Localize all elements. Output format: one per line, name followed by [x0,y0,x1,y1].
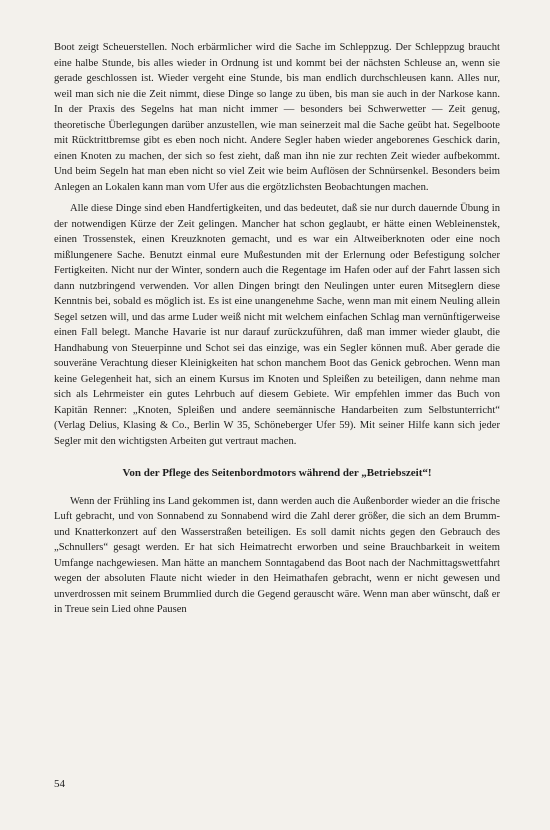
paragraph-1: Boot zeigt Scheuerstellen. Noch erbärmlicher wird die Sache im Schleppzug. Der Schleppzug braucht eine halbe Stunde, bis alles wieder in Ordnung ist und kommt bei der nächsten Schleuse an, wenn sie gerade geschlossen ist. Wieder vergeht eine Stunde, bis man endlich durchschleusen kann. Alles nur, weil man sich nie die Zeit nimmt, diese Dinge so lange zu üben, bis man sie auch in der Narkose kann. In der Praxis des Segelns hat man nicht immer — besonders bei Schwerwetter — Zeit genug, theoretische Überlegungen darüber anzustellen, wie man seinerzeit mal die Sache geübt hat. Segelboote mit Rücktrittbremse gibt es eben noch nicht. Andere Segler haben wieder angeborenes Geschick darin, einen Knoten zu machen, der sich so fest zieht, daß man ihn nie zur rechten Zeit wieder aufbekommt. Und beim Segeln hat man eben nicht so viel Zeit wie beim Auflösen der Schnürsenkel. Besonders beim Anlegen an Lokalen kann man vom Ufer aus die ergötzlichsten Beobachtungen machen. [54,42,500,193]
page-number: 54 [54,778,65,790]
paragraph-2: Alle diese Dinge sind eben Handfertigkeiten, und das bedeutet, daß sie nur durch dauernde Übung in der notwendigen Kürze der Zeit gelingen. Mancher hat schon geglaubt, er hätte einen Webleinenstek, einen Trossenstek, einen Kreuzknoten gemacht, und es war ein Altweiberknoten oder eine noch mißlungenere Sache. Benutzt einmal eure Mußestunden mit der Erlernung oder Befestigung solcher Fertigkeiten. Nicht nur der Winter, sondern auch die Regentage im Hafen oder auf der Fahrt lassen sich dann nutzbringend verwenden. Vor allen Dingen bringt den Neulingen unter euren Mitseglern diese Kenntnis bei, sobald es möglich ist. Es ist eine unangenehme Sache, wenn man mit einem Neuling allein Segel setzen will, und das arme Luder weiß nicht mit welchem einfachen Schlag man vernünftigerweise einen Fall belegt. Manche Havarie ist nur darauf zurückzuführen, daß man immer wieder glaubt, die Handhabung von Steuerpinne und Schot sei das einzige, was ein Segler können muß. Aber gerade die souveräne Verachtung dieser Kleinigkeiten hat schon manchem Boot das Genick gebrochen. Wenn man keine Gelegenheit hat, sich an einem Kursus im Knoten und Spleißen zu beteiligen, dann nehme man sich als Lehrmeister ein gutes Lehrbuch auf diesem Gebiete. Wir empfehlen immer das Buch von Kapitän Renner: „Knoten, Spleißen und andere seemännische Handarbeiten zum Selbstunterricht“ (Verlag Delius, Klasing & Co., Berlin W 35, Schöneberger Ufer 59). Mit seiner Hilfe kann sich jeder Segler mit den wichtigsten Arbeiten gut vertraut machen. [54,203,500,447]
section-paragraph: Wenn der Frühling ins Land gekommen ist, dann werden auch die Außenborder wieder an die frische Luft gebracht, und von Sonnabend zu Sonnabend wird die Zahl derer größer, die sich an dem Brumm- und Knatterkonzert auf den Wasserstraßen beteiligen. Es soll damit nichts gegen den Gebrauch des „Schnullers“ gesagt werden. Er hat sich Heimatrecht erworben und seine Brauchbarkeit in weitem Umfange nachgewiesen. Man hätte an manchem Sonntagabend das Boot nach der Nachmittagswettfahrt wegen der absoluten Flaute nicht wieder in den Heimathafen gebracht, wenn er nicht gewesen und unverdrossen mit seinem Brummlied durch die Gegend gerauscht wäre. Wenn man aber wünscht, daß er in Treue sein Lied ohne Pausen [54,495,500,615]
section-heading: Von der Pflege des Seitenbordmotors während der „Betriebszeit“! [122,467,432,479]
body-text [54,40,500,618]
